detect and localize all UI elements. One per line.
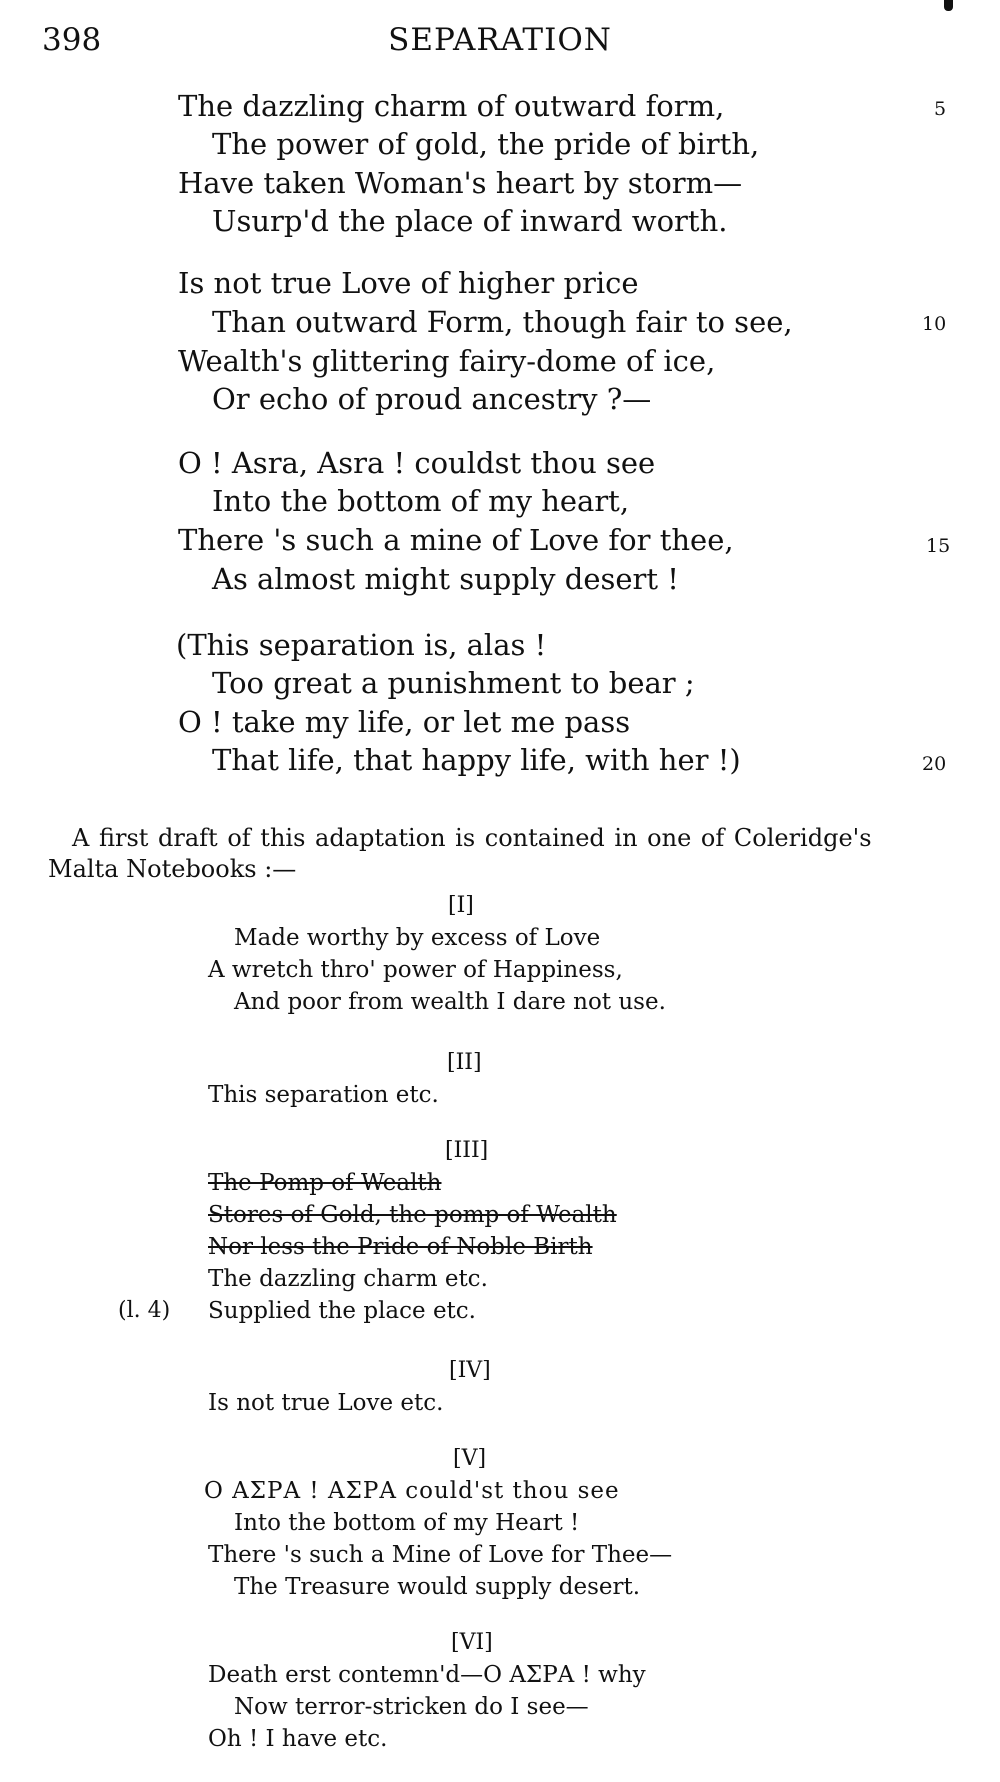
poem-line: Have taken Woman's heart by storm— [178,166,743,200]
poem-line: Or echo of proud ancestry ?— [212,382,652,416]
poem-line: Than outward Form, though fair to see, [212,305,793,339]
struck-draft-line: The Pomp of Wealth [208,1170,442,1196]
corner-ink-mark [944,0,953,11]
draft-label: [IV] [449,1358,491,1383]
poem-line: Is not true Love of higher price [178,266,639,300]
line-number: 10 [922,313,947,335]
poem-line: Wealth's glittering fairy-dome of ice, [178,344,716,378]
poem-line: The power of gold, the pride of birth, [212,127,760,161]
line-number: 5 [934,98,947,120]
page-number: 398 [42,22,102,58]
draft-line: O ΑΣΡΑ ! ΑΣΡΑ could'st thou see [204,1478,620,1504]
draft-label: [III] [445,1138,489,1163]
line-number: 20 [922,753,947,775]
poem-line: (This separation is, alas ! [176,628,547,662]
poem-line: Too great a punishment to bear ; [212,666,695,700]
line-number: 15 [926,535,951,557]
draft-label: [II] [447,1050,482,1075]
poem-line: The dazzling charm of outward form, [178,89,725,123]
draft-line: The Treasure would supply desert. [234,1574,641,1600]
draft-line: A wretch thro' power of Happiness, [208,957,623,983]
draft-label: [V] [453,1446,487,1471]
struck-draft-line: Stores of Gold, the pomp of Wealth [208,1202,617,1228]
struck-draft-line: Nor less the Pride of Noble Birth [208,1234,593,1260]
draft-line: The dazzling charm etc. [208,1266,488,1292]
draft-label: [VI] [451,1630,493,1655]
note-text: A first draft of this adaptation is contained in one of Coleridge's [72,824,872,852]
poem-line: There 's such a mine of Love for thee, [178,523,734,557]
draft-line: Made worthy by excess of Love [234,925,601,951]
line-reference: (l. 4) [118,1298,171,1323]
draft-line: Is not true Love etc. [208,1390,444,1416]
poem-line: Into the bottom of my heart, [212,484,630,518]
draft-line: Oh ! I have etc. [208,1726,388,1752]
draft-line: And poor from wealth I dare not use. [234,989,666,1015]
poem-line: That life, that happy life, with her !) [212,743,741,777]
poem-line: As almost might supply desert ! [212,562,679,596]
running-head: SEPARATION [388,22,612,58]
draft-line: Now terror-stricken do I see— [234,1694,589,1720]
poem-line: O ! Asra, Asra ! couldst thou see [178,446,656,480]
draft-line: This separation etc. [208,1082,439,1108]
note-text: Malta Notebooks :— [48,855,297,883]
draft-line: Into the bottom of my Heart ! [234,1510,580,1536]
draft-line: Supplied the place etc. [208,1298,476,1324]
draft-label: [I] [448,893,474,918]
poem-line: O ! take my life, or let me pass [178,705,631,739]
draft-line: Death erst contemn'd—O ΑΣΡΑ ! why [208,1662,646,1688]
poem-line: Usurp'd the place of inward worth. [212,204,728,238]
draft-line: There 's such a Mine of Love for Thee— [208,1542,673,1568]
